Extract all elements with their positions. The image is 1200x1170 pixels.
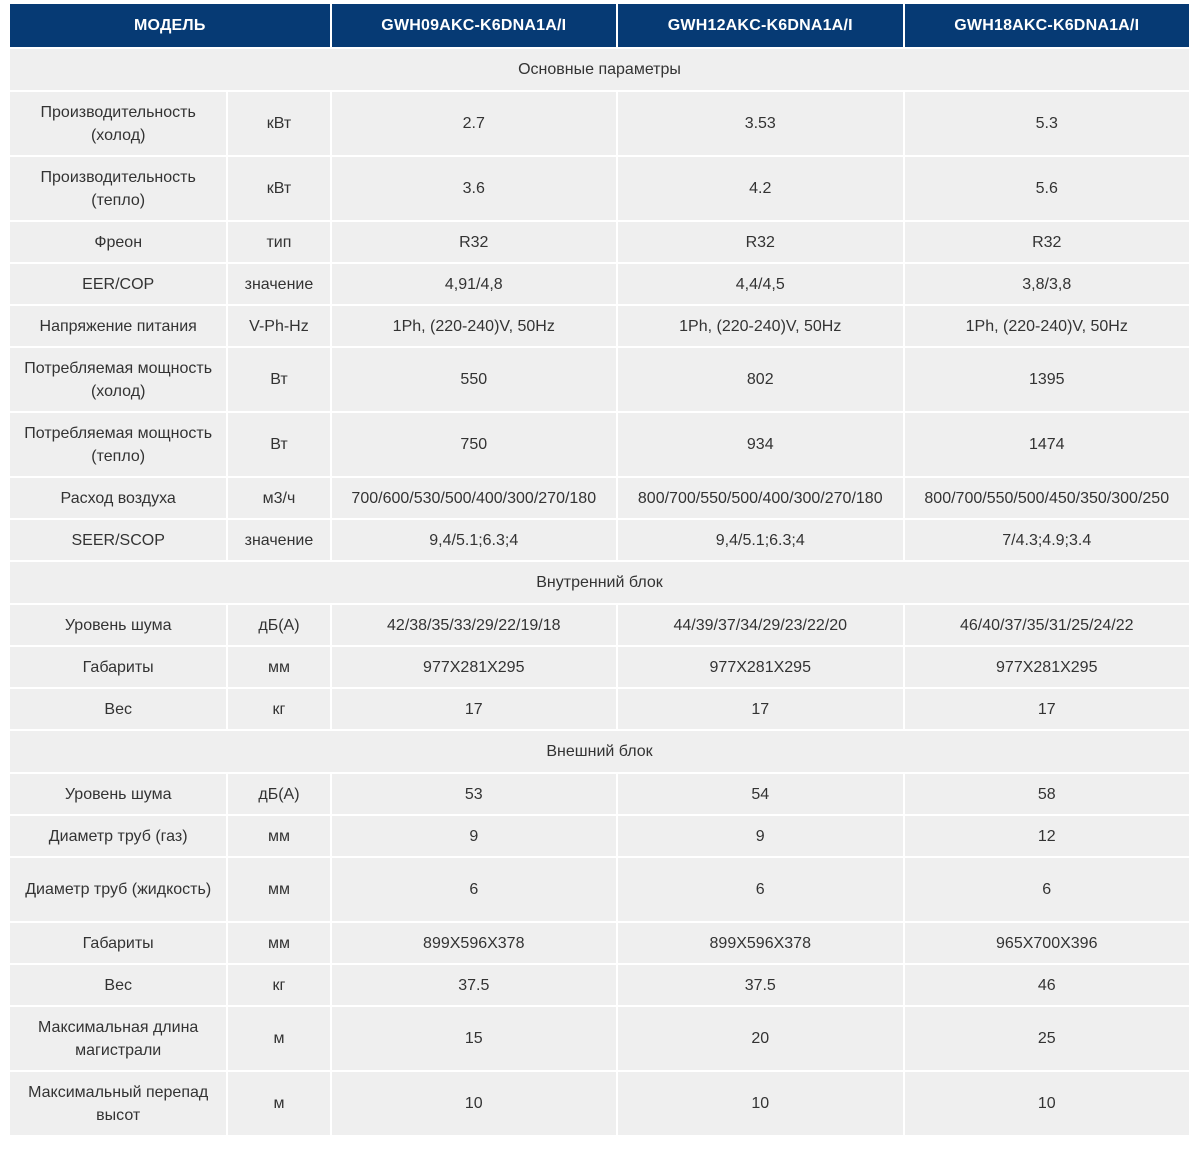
param-value: 4,91/4,8	[332, 264, 616, 304]
param-value: 5.3	[905, 92, 1190, 155]
table-row	[10, 923, 1189, 963]
param-value: 4,4/4,5	[618, 264, 902, 304]
param-value: 6	[905, 858, 1190, 921]
param-name: Габариты	[10, 647, 226, 687]
param-value: 5.6	[905, 157, 1190, 220]
param-name: Фреон	[10, 222, 226, 262]
param-unit: м3/ч	[228, 478, 329, 518]
table-row	[10, 413, 1189, 476]
param-value: 977X281X295	[332, 647, 616, 687]
param-name: SEER/SCOP	[10, 520, 226, 560]
model-name: GWH09AKC-K6DNA1A/I	[332, 4, 616, 47]
param-name: Вес	[10, 965, 226, 1005]
param-value: R32	[618, 222, 902, 262]
table-row	[10, 478, 1189, 518]
table-row	[10, 264, 1189, 304]
param-value: 17	[905, 689, 1190, 729]
param-name: Максимальная длина магистрали	[10, 1007, 226, 1070]
param-value: 44/39/37/34/29/23/22/20	[618, 605, 902, 645]
param-unit: мм	[228, 858, 329, 921]
param-name: Вес	[10, 689, 226, 729]
param-value: 53	[332, 774, 616, 814]
param-value: 750	[332, 413, 616, 476]
table-row	[10, 816, 1189, 856]
param-value: 15	[332, 1007, 616, 1070]
table-row	[10, 965, 1189, 1005]
section-row	[10, 49, 1189, 90]
param-value: 899X596X378	[618, 923, 902, 963]
param-value: 54	[618, 774, 902, 814]
param-unit: значение	[228, 264, 329, 304]
section-title: Основные параметры	[10, 49, 1189, 90]
param-name: Потребляемая мощность (холод)	[10, 348, 226, 411]
header-row	[10, 4, 1189, 47]
param-value: 1395	[905, 348, 1190, 411]
param-value: 25	[905, 1007, 1190, 1070]
param-unit: мм	[228, 923, 329, 963]
param-unit: мм	[228, 647, 329, 687]
param-unit: м	[228, 1072, 329, 1135]
section-title: Внутренний блок	[10, 562, 1189, 603]
param-value: 17	[618, 689, 902, 729]
param-value: 9	[618, 816, 902, 856]
table-row	[10, 222, 1189, 262]
param-unit: м	[228, 1007, 329, 1070]
table-row	[10, 689, 1189, 729]
param-unit: кВт	[228, 157, 329, 220]
param-unit: мм	[228, 816, 329, 856]
table-row	[10, 858, 1189, 921]
param-unit: тип	[228, 222, 329, 262]
table-row	[10, 774, 1189, 814]
param-value: 6	[618, 858, 902, 921]
table-row	[10, 306, 1189, 346]
param-value: 46/40/37/35/31/25/24/22	[905, 605, 1190, 645]
param-unit: дБ(А)	[228, 605, 329, 645]
param-name: Диаметр труб (газ)	[10, 816, 226, 856]
param-unit: Вт	[228, 348, 329, 411]
param-value: 3.53	[618, 92, 902, 155]
table-row	[10, 92, 1189, 155]
param-value: 800/700/550/500/450/350/300/250	[905, 478, 1190, 518]
param-name: Габариты	[10, 923, 226, 963]
param-name: Производительность (холод)	[10, 92, 226, 155]
param-value: 977X281X295	[618, 647, 902, 687]
param-value: 899X596X378	[332, 923, 616, 963]
param-unit: кг	[228, 965, 329, 1005]
param-value: 10	[905, 1072, 1190, 1135]
param-value: 550	[332, 348, 616, 411]
param-name: Производительность (тепло)	[10, 157, 226, 220]
param-value: 4.2	[618, 157, 902, 220]
param-value: 9,4/5.1;6.3;4	[332, 520, 616, 560]
table-row	[10, 1072, 1189, 1135]
param-value: 1Ph, (220-240)V, 50Hz	[332, 306, 616, 346]
table-row	[10, 520, 1189, 560]
param-name: Уровень шума	[10, 774, 226, 814]
param-value: 2.7	[332, 92, 616, 155]
specs-table	[8, 2, 1191, 1137]
model-name: GWH18AKC-K6DNA1A/I	[905, 4, 1190, 47]
param-name: Потребляемая мощность (тепло)	[10, 413, 226, 476]
param-value: 9,4/5.1;6.3;4	[618, 520, 902, 560]
table-row	[10, 157, 1189, 220]
section-title: Внешний блок	[10, 731, 1189, 772]
param-value: 800/700/550/500/400/300/270/180	[618, 478, 902, 518]
table-row	[10, 605, 1189, 645]
table-row	[10, 348, 1189, 411]
param-value: 802	[618, 348, 902, 411]
param-value: 6	[332, 858, 616, 921]
param-value: 700/600/530/500/400/300/270/180	[332, 478, 616, 518]
param-value: 977X281X295	[905, 647, 1190, 687]
param-value: 7/4.3;4.9;3.4	[905, 520, 1190, 560]
param-value: 37.5	[332, 965, 616, 1005]
param-unit: V-Ph-Hz	[228, 306, 329, 346]
param-unit: Вт	[228, 413, 329, 476]
param-unit: кВт	[228, 92, 329, 155]
param-value: 9	[332, 816, 616, 856]
param-name: Уровень шума	[10, 605, 226, 645]
param-value: 20	[618, 1007, 902, 1070]
table-row	[10, 1007, 1189, 1070]
table-row	[10, 647, 1189, 687]
param-unit: значение	[228, 520, 329, 560]
param-value: 58	[905, 774, 1190, 814]
model-header: МОДЕЛЬ	[10, 4, 330, 47]
param-value: 965X700X396	[905, 923, 1190, 963]
param-value: 10	[618, 1072, 902, 1135]
param-unit: кг	[228, 689, 329, 729]
param-value: 3.6	[332, 157, 616, 220]
param-name: Расход воздуха	[10, 478, 226, 518]
param-value: 12	[905, 816, 1190, 856]
param-name: EER/COP	[10, 264, 226, 304]
param-value: 37.5	[618, 965, 902, 1005]
param-value: 17	[332, 689, 616, 729]
param-unit: дБ(А)	[228, 774, 329, 814]
model-name: GWH12AKC-K6DNA1A/I	[618, 4, 902, 47]
param-value: 10	[332, 1072, 616, 1135]
param-value: 1Ph, (220-240)V, 50Hz	[618, 306, 902, 346]
param-value: 42/38/35/33/29/22/19/18	[332, 605, 616, 645]
param-name: Максимальный перепад высот	[10, 1072, 226, 1135]
param-value: 1474	[905, 413, 1190, 476]
param-name: Напряжение питания	[10, 306, 226, 346]
param-value: 934	[618, 413, 902, 476]
param-name: Диаметр труб (жидкость)	[10, 858, 226, 921]
section-row	[10, 731, 1189, 772]
param-value: R32	[905, 222, 1190, 262]
param-value: 3,8/3,8	[905, 264, 1190, 304]
param-value: R32	[332, 222, 616, 262]
section-row	[10, 562, 1189, 603]
param-value: 1Ph, (220-240)V, 50Hz	[905, 306, 1190, 346]
param-value: 46	[905, 965, 1190, 1005]
